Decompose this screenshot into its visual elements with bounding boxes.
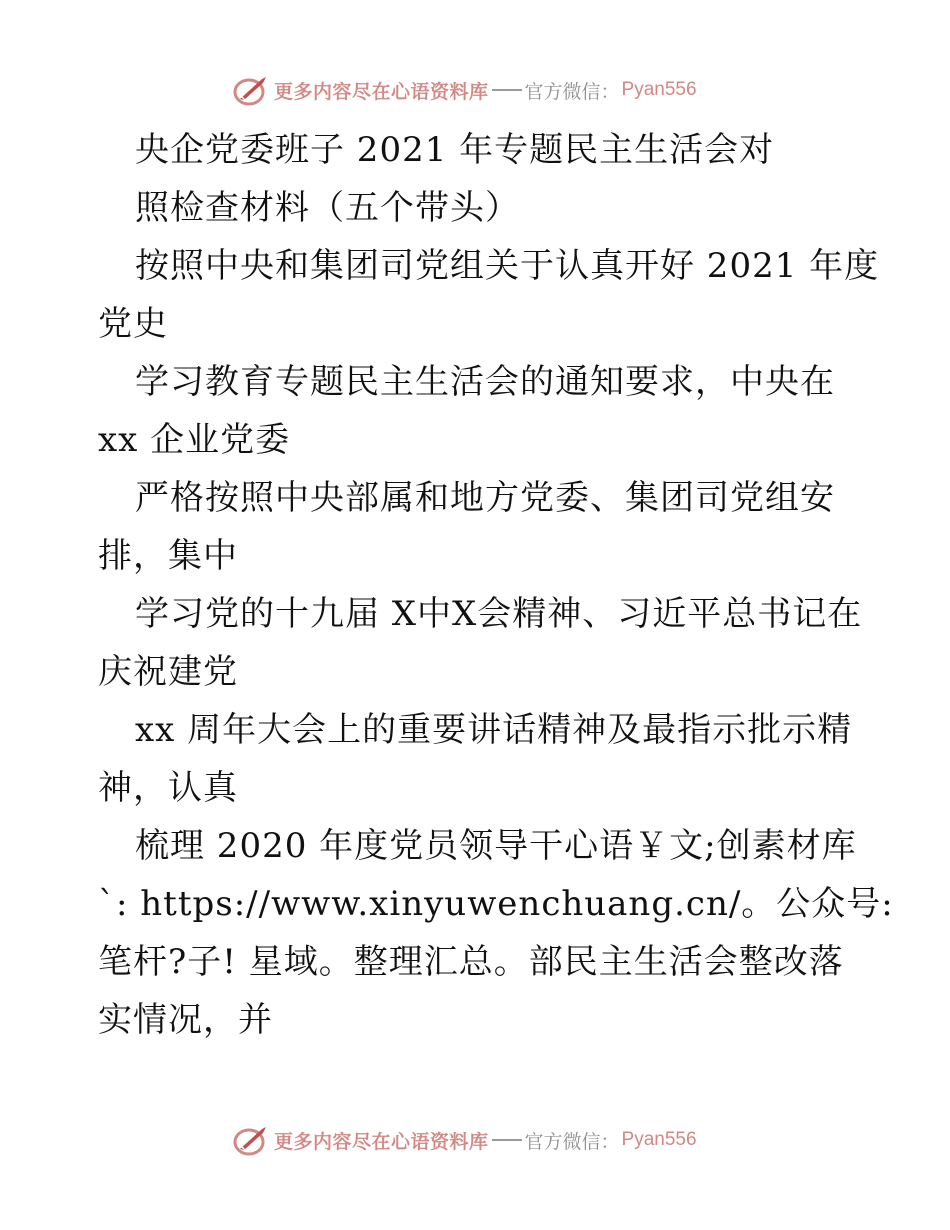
- banner-wechat-id: Pyan556: [621, 79, 697, 100]
- banner-dash: [492, 89, 522, 91]
- quill-pen-logo-icon: [232, 73, 270, 107]
- doc-paragraph-line: 严格按照中央部属和地方党委、集团司党组安: [135, 478, 835, 518]
- doc-paragraph-line: 庆祝建党: [98, 652, 238, 692]
- header-watermark-banner: [232, 70, 697, 110]
- quill-pen-logo-icon: [232, 1123, 270, 1157]
- doc-paragraph-line: 学习教育专题民主生活会的通知要求，中央在: [135, 362, 835, 402]
- doc-paragraph-line: 实情况，并: [98, 1000, 273, 1040]
- doc-paragraph-line: `: https://www.xinyuwenchuang.cn/。公众号:: [98, 884, 894, 924]
- doc-paragraph-line: 按照中央和集团司党组关于认真开好 2021 年度: [135, 246, 880, 286]
- banner-official-label: 官方微信：: [524, 80, 620, 103]
- banner-wechat-id: Pyan556: [621, 1129, 697, 1150]
- doc-title-line-2: 照检查材料（五个带头）: [135, 188, 520, 228]
- banner-brand-text: 更多内容尽在心语资料库: [274, 1130, 489, 1153]
- doc-paragraph-line: 学习党的十九届 X中X会精神、习近平总书记在: [135, 594, 863, 634]
- doc-paragraph-line: xx 周年大会上的重要讲话精神及最指示批示精: [135, 710, 853, 750]
- banner-official-label: 官方微信：: [524, 1130, 620, 1153]
- doc-paragraph-line: 笔杆?子! 星域。整理汇总。部民主生活会整改落: [98, 942, 844, 982]
- doc-paragraph-line: 党史: [98, 304, 168, 344]
- doc-paragraph-line: 神，认真: [98, 768, 238, 808]
- banner-dash: [492, 1139, 522, 1141]
- banner-brand-text: 更多内容尽在心语资料库: [274, 80, 489, 103]
- doc-paragraph-line: 梳理 2020 年度党员领导干心语￥文;创素材库: [135, 826, 857, 866]
- doc-title-line-1: 央企党委班子 2021 年专题民主生活会对: [135, 130, 775, 170]
- doc-paragraph-line: 排，集中: [98, 536, 238, 576]
- doc-paragraph-line: xx 企业党委: [98, 420, 291, 460]
- footer-watermark-banner: [232, 1120, 697, 1160]
